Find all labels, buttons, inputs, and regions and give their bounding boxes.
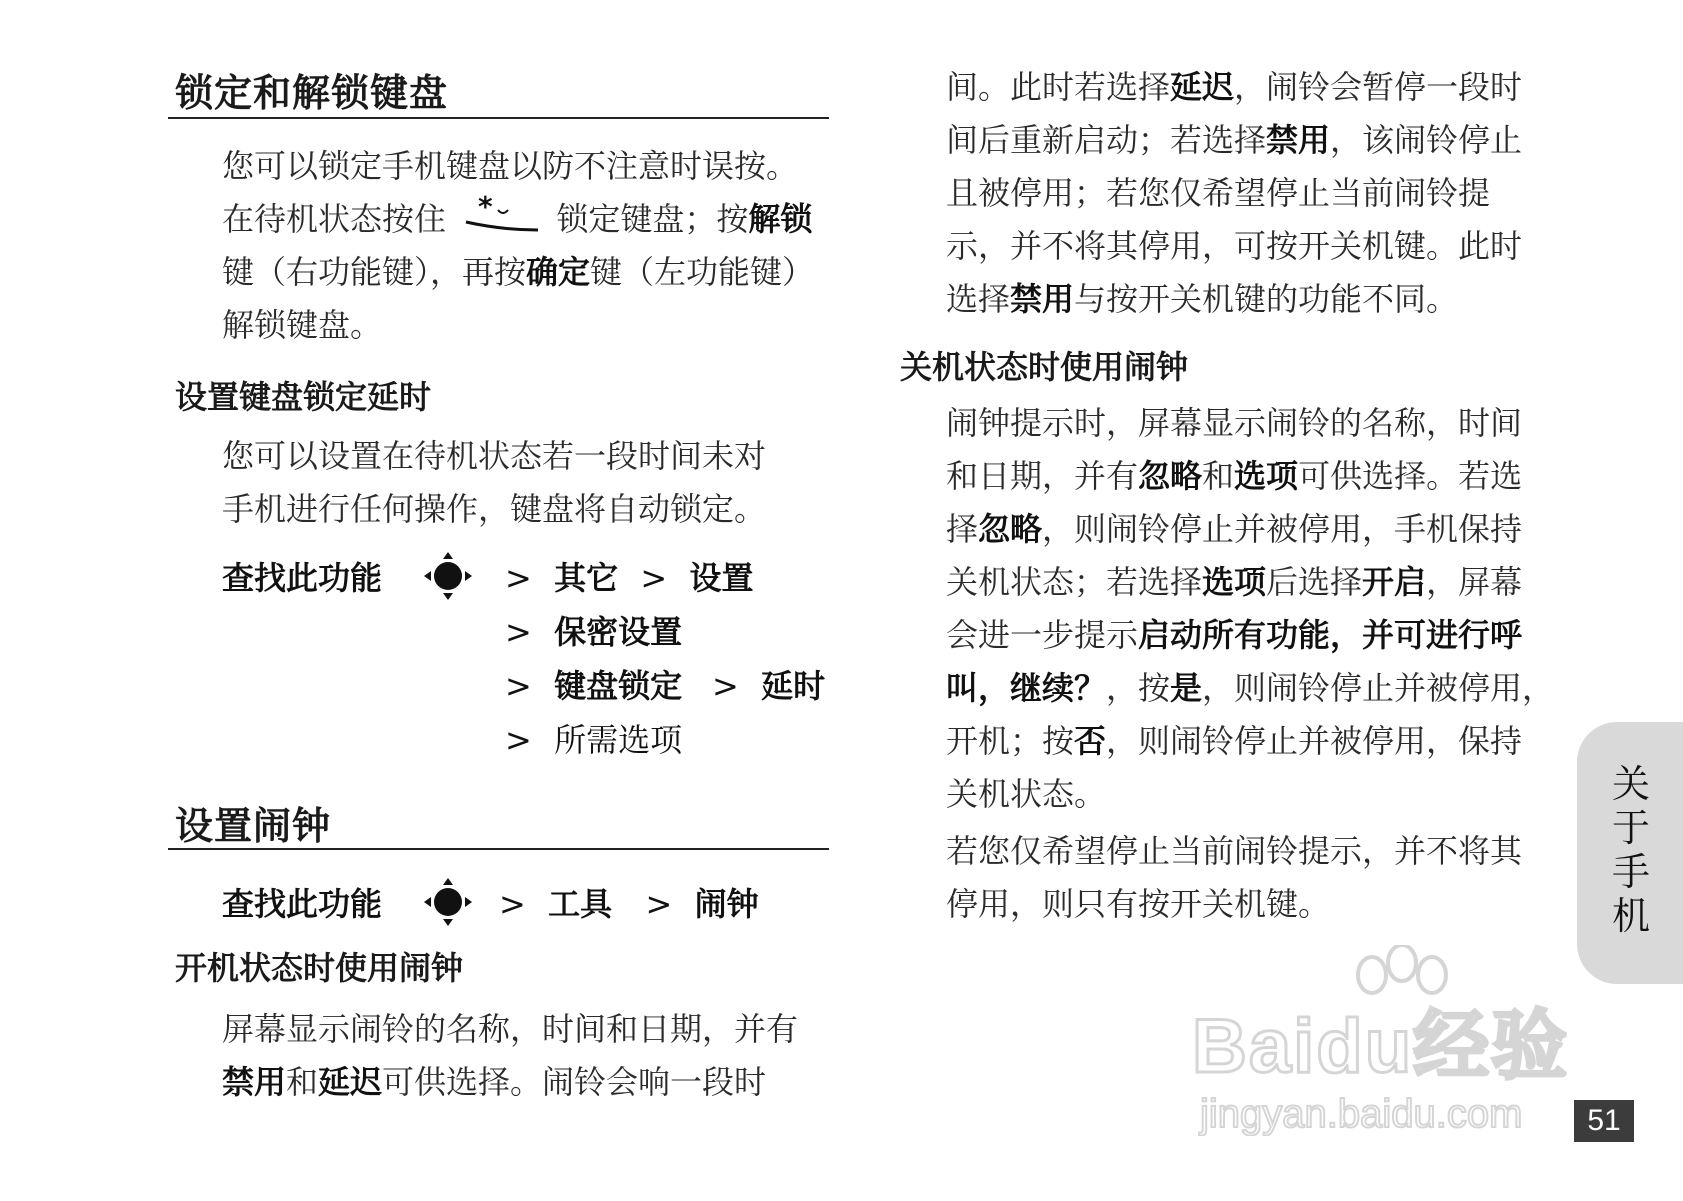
keyword-ok: 确定 (526, 253, 591, 291)
text-line: 闹钟提示时，屏幕显示闹铃的名称，时间 (946, 404, 1523, 442)
keyword-delay: 延迟 (318, 1063, 383, 1101)
gt-arrow: > (505, 613, 532, 651)
text-line (946, 273, 1566, 326)
text-span: 键（右功能键），再按 (222, 253, 527, 291)
nav-key-icon (423, 551, 473, 601)
text-span: 会进一步提示 (946, 616, 1139, 654)
text-span: 间后重新启动；若选择 (946, 121, 1267, 159)
text-line (222, 246, 842, 299)
gt-arrow: > (645, 885, 673, 923)
find-function-label: 查找此功能 (222, 559, 383, 597)
alarm-on-continued (946, 61, 1566, 326)
menu-item-delay: 延时 (761, 667, 826, 705)
text-span: ，按 (1106, 669, 1171, 707)
gt-arrow: > (640, 559, 668, 597)
menu-path-step-3b (712, 661, 825, 707)
keyword-delay: 延迟 (1170, 68, 1235, 106)
text-line (222, 1056, 842, 1109)
text-line: 手机进行任何操作，键盘将自动锁定。 (222, 490, 767, 528)
keyword-prompt-cont: 叫，继续？ (946, 669, 1107, 707)
keyword-options: 选项 (1202, 563, 1267, 601)
menu-item-keypad-lock: 键盘锁定 (554, 667, 683, 705)
text-line (946, 609, 1566, 662)
chapter-tab-label: 关于手机 (1611, 762, 1650, 938)
keyword-no: 否 (1074, 722, 1107, 760)
text-span: 关机状态；若选择 (946, 563, 1203, 601)
text-line (946, 503, 1566, 556)
text-span: 键（左功能键） (590, 253, 815, 291)
text-line: 且被停用；若您仅希望停止当前闹铃提 (946, 174, 1491, 212)
keyword-ignore: 忽略 (1138, 457, 1203, 495)
text-span: 与按开关机键的功能不同。 (1074, 280, 1459, 318)
menu-path-step-1 (505, 553, 754, 599)
section-rule (168, 848, 829, 850)
nav-key-icon (423, 877, 473, 927)
subsection-title-alarm-on: 开机状态时使用闹钟 (175, 949, 464, 987)
text-span: ，则闹铃停止并被停用，保持 (1106, 722, 1523, 760)
text-line (946, 450, 1566, 503)
menu-item-security-settings: 保密设置 (554, 613, 683, 651)
gt-arrow: > (712, 667, 739, 705)
menu-path-step-4 (505, 715, 682, 761)
text-line: 若您仅希望停止当前闹铃提示，并不将其 (946, 832, 1523, 870)
text-span: 择 (946, 510, 979, 548)
keyword-ignore: 忽略 (978, 510, 1043, 548)
text-span: 和 (286, 1063, 319, 1101)
text-span: 锁定键盘；按 (556, 200, 749, 238)
svg-text:*: * (478, 194, 493, 223)
keyword-power-on: 开启 (1362, 563, 1427, 601)
keyword-yes: 是 (1170, 669, 1203, 707)
alarm-off-paragraph (946, 397, 1566, 821)
gt-arrow: > (499, 885, 526, 923)
gt-arrow: > (505, 721, 532, 759)
lock-paragraph (222, 140, 842, 352)
star-key-icon (462, 194, 540, 234)
page-number: 51 (1574, 1100, 1634, 1142)
text-line: 关机状态。 (946, 775, 1107, 813)
keyword-options: 选项 (1234, 457, 1299, 495)
text-span: ，则闹铃停止并被停用， (1202, 669, 1555, 707)
text-line (946, 556, 1566, 609)
menu-path-step-2 (505, 607, 682, 653)
text-span: ，屏幕 (1426, 563, 1523, 601)
text-span: 选择 (946, 280, 1011, 318)
text-span: 可供选择。若选 (1298, 457, 1523, 495)
text-line: 解锁键盘。 (222, 306, 383, 344)
gt-arrow: > (505, 559, 532, 597)
text-span: 在待机状态按住 (222, 200, 447, 238)
menu-item-desired-option: 所需选项 (554, 721, 683, 759)
menu-item-alarm: 闹钟 (694, 885, 759, 923)
keyword-prompt: 启动所有功能，并可进行呼 (1138, 616, 1523, 654)
watermark-brand: Baidu经验 (1192, 1004, 1570, 1089)
text-line: 停用，则只有按开关机键。 (946, 885, 1331, 923)
text-line (946, 715, 1566, 768)
section-rule (168, 117, 829, 119)
text-line (946, 662, 1566, 715)
text-line: 您可以锁定手机键盘以防不注意时误按。 (222, 147, 799, 185)
gt-arrow: > (505, 667, 532, 705)
text-span: 可供选择。闹铃会响一段时 (382, 1063, 767, 1101)
text-span: 间。此时若选择 (946, 68, 1171, 106)
menu-item-tools: 工具 (548, 885, 613, 923)
find-function-label-alarm: 查找此功能 (222, 885, 383, 923)
text-span: ，闹铃会暂停一段时 (1234, 68, 1523, 106)
text-span: 后选择 (1266, 563, 1363, 601)
watermark-url: jingyan.baidu.com (1200, 1092, 1523, 1136)
text-span: 和日期，并有 (946, 457, 1139, 495)
text-span: ，则闹铃停止并被停用，手机保持 (1042, 510, 1523, 548)
subsection-title-alarm-off: 关机状态时使用闹钟 (900, 348, 1189, 386)
stop-only-paragraph (946, 825, 1566, 931)
subsection-title-lock-delay: 设置键盘锁定延时 (175, 378, 432, 416)
text-line: 屏幕显示闹铃的名称，时间和日期，并有 (222, 1010, 799, 1048)
menu-item-other: 其它 (554, 559, 619, 597)
text-span: 和 (1202, 457, 1235, 495)
keyword-disable: 禁用 (1010, 280, 1075, 318)
keyword-disable: 禁用 (222, 1063, 287, 1101)
alarm-menu-path (499, 879, 759, 925)
menu-item-settings: 设置 (689, 559, 754, 597)
section-title-lock-keypad: 锁定和解锁键盘 (175, 71, 449, 115)
text-span: 开机；按 (946, 722, 1075, 760)
menu-path-step-3 (505, 661, 682, 707)
baidu-watermark (1192, 965, 1570, 1136)
text-line: 示，并不将其停用，可按开关机键。此时 (946, 227, 1523, 265)
keyword-disable: 禁用 (1266, 121, 1331, 159)
alarm-on-paragraph (222, 1003, 842, 1109)
text-line (946, 114, 1566, 167)
text-line (946, 61, 1566, 114)
text-line (222, 193, 842, 246)
section-title-set-alarm: 设置闹钟 (175, 804, 332, 848)
text-line: 您可以设置在待机状态若一段时间未对 (222, 437, 767, 475)
delay-paragraph (222, 430, 842, 536)
keyword-unlock: 解锁 (748, 200, 813, 238)
chapter-side-tab (1577, 722, 1683, 984)
text-span: ，该闹铃停止 (1330, 121, 1523, 159)
